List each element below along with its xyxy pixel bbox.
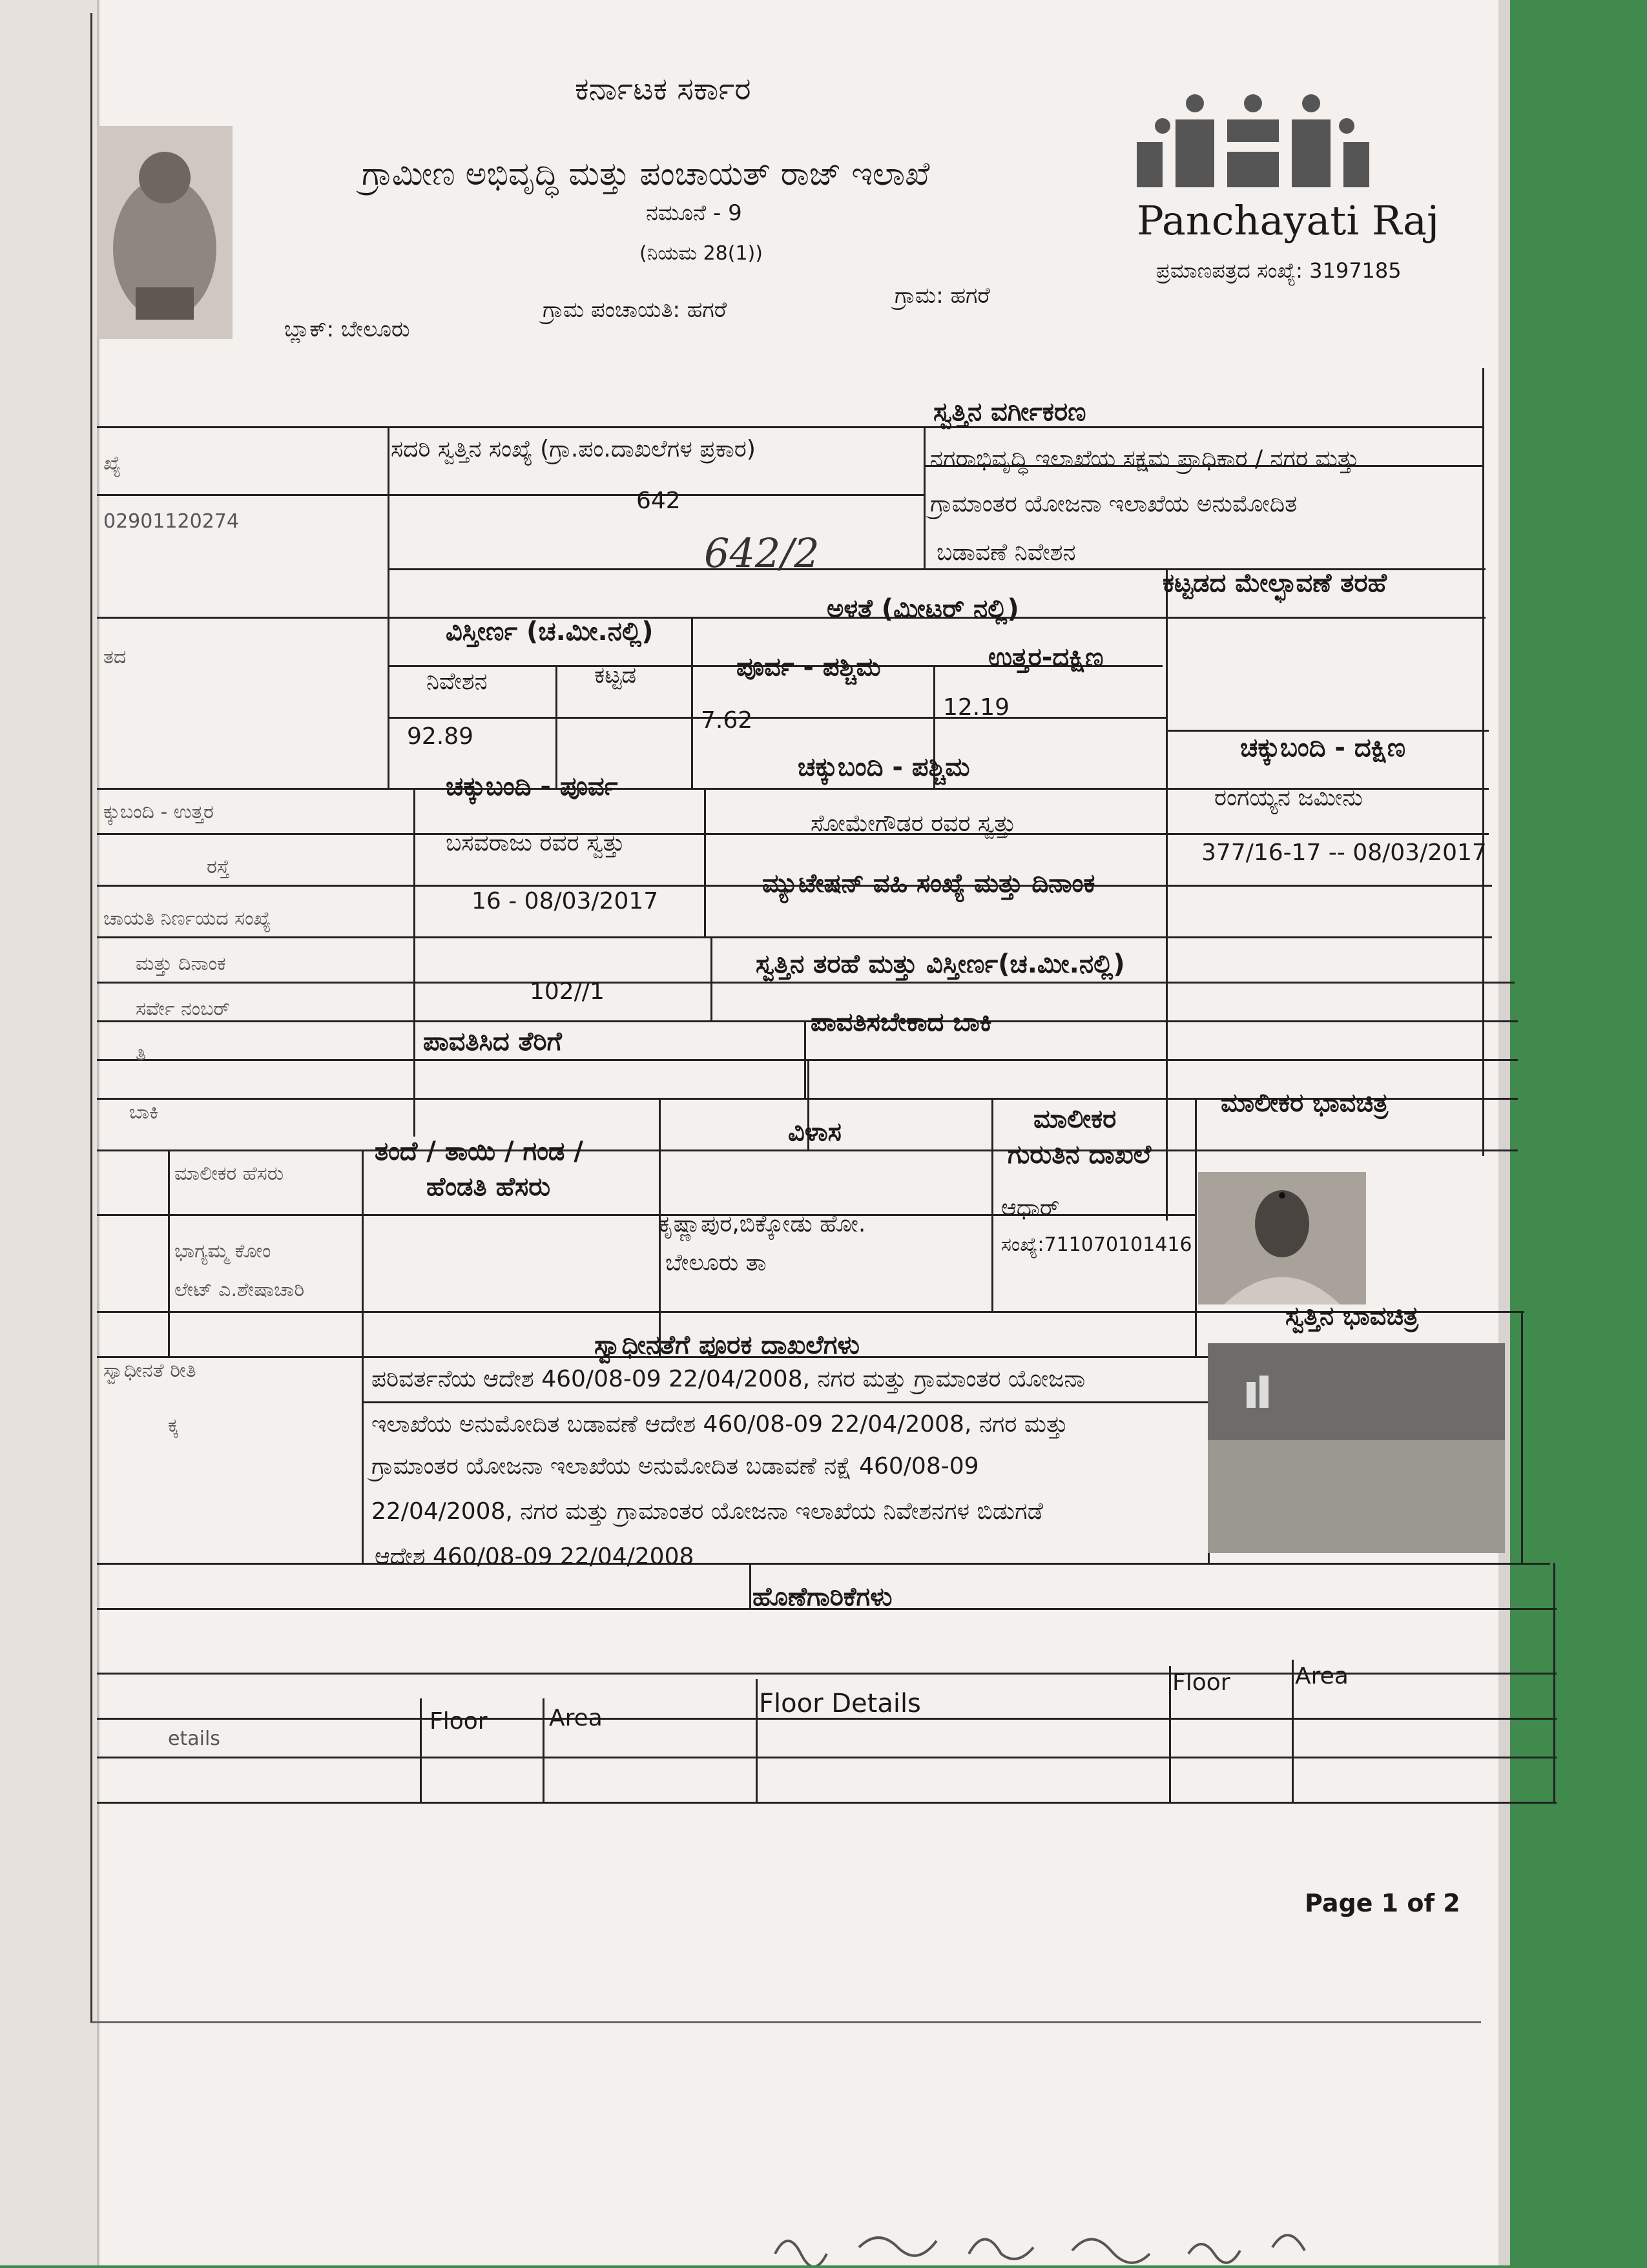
grid-line [1482,368,1484,1156]
grid-line [362,1356,364,1563]
site-area-value: 92.89 [407,723,474,750]
measurement-label: ಅಳತೆ (ಮೀಟರ್ ನಲ್ಲಿ) [827,594,1019,624]
classification-line-1: ನಗರಾಭಿವೃದ್ಧಿ ಇಲಾಖೆಯ ಸಕ್ಷಮ ಪ್ರಾಧಿಕಾರ / ನಗರ ಮತ್ತು [930,446,1360,472]
property-no-label: ಸದರಿ ಸ್ವತ್ತಿನ ಸಂಖ್ಯೆ (ಗ್ರಾ.ಪಂ.ದಾಖಲೆಗಳ ಪ್ರಕಾರ) [391,436,756,462]
grid-line [1166,568,1168,1221]
south-boundary-value: ರಂಗಯ್ಯನ ಜಮೀನು [1214,785,1363,811]
documents-line-1: ಪರಿವರ್ತನೆಯ ಆದೇಶ 460/08-09 22/04/2008, ನಗರ ಮತ್ತು ಗ್ರಾಮಾಂತರ ಯೋಜನಾ [371,1366,1086,1392]
owner-id-label-2: ಗುರುತಿನ ದಾಖಲೆ [1008,1140,1152,1170]
area-label: ವಿಸ್ತೀರ್ಣ (ಚ.ಮೀ.ನಲ್ಲಿ) [446,617,654,646]
village-name: ಗ್ರಾಮ: ಹಗರೆ [895,283,990,309]
floor-label-1: Floor [430,1708,488,1735]
property-id: 02901120274 [103,510,239,533]
grid-line [1195,1098,1197,1356]
address-label: ವಿಳಾಸ [788,1117,842,1147]
address-line-1: ಕೃಷ್ಣಾಪುರ,ಬಿಕ್ಕೋಡು ಹೋ. [659,1211,866,1237]
label-cut-3: ಬಾಕಿ [129,1101,159,1124]
address-line-2: ಬೇಲೂರು ತಾ [665,1250,767,1276]
supporting-documents-label: ಸ್ವಾಧೀನತೆಗೆ ಪೂರಕ ದಾಖಲೆಗಳು [594,1330,860,1360]
grid-line [756,1679,758,1802]
label-owner-name: ಮಾಲೀಕರ ಹೆಸರು [174,1162,284,1185]
page-frame [90,13,1481,2023]
grid-line [97,1020,1518,1022]
page-number: Page 1 of 2 [1305,1889,1460,1917]
tax-paid-label: ಪಾವತಿಸಿದ ತೆರಿಗೆ [423,1027,562,1057]
owner-id-label-1: ಮಾಲೀಕರ [1033,1104,1117,1134]
state-title: ಕರ್ನಾಟಕ ಸರ್ಕಾರ [575,71,751,107]
grid-line [97,936,1492,938]
roof-type-label: ಕಟ್ಟಡದ ಮೇಲ್ಛಾವಣೆ ತರಹೆ [1163,568,1387,598]
grid-line [97,982,1515,984]
parent-name-label-2: ಹೆಂಡತಿ ಹೆಸರು [426,1172,551,1202]
block-name: ಬ್ಲಾಕ್: ಬೇಲೂರು [284,316,410,342]
rule-number: (ನಿಯಮ 28(1)) [639,242,763,265]
north-south-label: ಉತ್ತರ-ದಕ್ಷಿಣ [988,643,1104,672]
grid-line [691,617,693,788]
aadhaar-number: ಸಂಖ್ಯೆ:711070101416 [1001,1233,1192,1256]
owner-photo-label: ಮಾಲೀಕರ ಭಾವಚಿತ್ರ [1221,1088,1389,1118]
department-title: ಗ್ರಾಮೀಣ ಅಭಿವೃದ್ಧಿ ಮತ್ತು ಪಂಚಾಯತ್ ರಾಜ್ ಇಲಾಖೆ [362,155,930,192]
grid-line [97,1802,1557,1804]
parent-name-label-1: ತಂದೆ / ತಾಯಿ / ಗಂಡ / [375,1137,583,1166]
grid-line [991,1098,993,1311]
grid-line [97,1757,1557,1758]
grid-line [804,1020,806,1098]
floor-details-label: Floor Details [759,1689,921,1718]
form-number: ನಮೂನೆ - 9 [646,200,742,226]
resolution-value: 16 - 08/03/2017 [471,888,659,914]
documents-line-2: ಇಲಾಖೆಯ ಅನುಮೋದಿತ ಬಡಾವಣೆ ಆದೇಶ 460/08-09 22/04/2008, ನಗರ ಮತ್ತು [371,1411,1068,1438]
east-boundary-label: ಚಕ್ಕುಬಂದಿ - ಪೂರ್ವ [446,772,618,801]
area-label-2: Area [1295,1663,1349,1689]
documents-line-4: 22/04/2008, ನಗರ ಮತ್ತು ಗ್ರಾಮಾಂತರ ಯೋಜನಾ ಇಲಾಖೆಯ ನಿವೇಶನಗಳ ಬಿಡುಗಡೆ [371,1498,1043,1525]
grid-line [1553,1563,1555,1802]
documents-line-3: ಗ್ರಾಮಾಂತರ ಯೋಜನಾ ಇಲಾಖೆಯ ಅನುಮೋದಿತ ಬಡಾವಣೆ ನಕ್ಷೆ 460/08-09 [371,1453,979,1479]
mutation-value: 377/16-17 -- 08/03/2017 [1201,840,1487,866]
mutation-label: ಮ್ಯುಟೇಷನ್ ವಹಿ ಸಂಖ್ಯೆ ಮತ್ತು ದಿನಾಂಕ [762,869,1095,898]
grid-line [97,617,1486,619]
grid-line [97,494,924,496]
handwritten-property-number: 642/2 [704,530,820,577]
east-west-label: ಪೂರ್ವ - ಪಶ್ಚಿಮ [736,652,881,682]
label-and-date: ಮತ್ತು ದಿನಾಂಕ [136,953,226,975]
south-boundary-label: ಚಕ್ಕುಬಂದಿ - ದಕ್ಷಿಣ [1240,733,1406,763]
label-resolution-no: ಚಾಯತಿ ನಿರ್ಣಯದ ಸಂಖ್ಯೆ [103,907,271,930]
grid-line [704,788,706,936]
panchayati-raj-logo [1124,90,1382,200]
label-chakkubandi-north: ಕ್ಕುಬಂದಿ - ಉತ್ತರ [103,801,214,823]
documents-line-5: ಆದೇಶ 460/08-09 22/04/2008 [375,1543,694,1570]
grid-line [362,1149,364,1356]
west-boundary-value: ಸೋಮೇಗೌಡರ ರವರ ಸ್ವತ್ತು [811,810,1017,837]
grid-line [420,1698,422,1802]
grid-line [168,1149,170,1356]
grid-line [1292,1660,1294,1802]
grid-line [97,833,1489,835]
logo-text: Panchayati Raj [1137,197,1440,244]
liabilities-label: ಹೊಣೆಗಾರಿಕೆಗಳು [752,1582,893,1612]
classification-label: ಸ್ವತ್ತಿನ ವರ್ಗೀಕರಣ [933,397,1086,427]
label-id-fragment: ಖ್ಯೆ [103,452,121,475]
grid-line [97,1563,1550,1565]
survey-number-value: 102//1 [530,978,605,1005]
site-label: ನಿವೇಶನ [426,668,488,695]
area-label-1: Area [549,1705,603,1731]
grid-line [388,717,1166,719]
label-details: etails [168,1727,220,1750]
grid-line [710,936,712,1020]
sheet-edge [1498,0,1510,2265]
property-type-area-label: ಸ್ವತ್ತಿನ ತರಹೆ ಮತ್ತು ವಿಸ್ತೀರ್ಣ(ಚ.ಮೀ.ನಲ್ಲಿ) [756,949,1125,979]
label-cut-1: ತದ [103,646,127,668]
property-photo-label: ಸ್ವತ್ತಿನ ಭಾವಚಿತ್ರ [1285,1301,1419,1331]
owner-photo [1198,1172,1366,1304]
owner-name-line1: ಭಾಗ್ಯಮ್ಮ ಕೋಂ [174,1240,271,1263]
label-survey-no: ಸರ್ವೇ ನಂಬರ್ [136,998,230,1020]
building-label: ಕಟ್ಟಡ [594,662,637,688]
aadhaar-label: ಆಧಾರ್ [1001,1195,1060,1221]
label-cut-2: ತಿ [136,1043,146,1066]
label-cut-4: ಕ್ಕ [168,1414,179,1437]
classification-line-2: ಗ್ರಾಮಾಂತರ ಯೋಜನಾ ಇಲಾಖೆಯ ಅನುಮೋದಿತ [930,491,1298,517]
certificate-number: ಪ್ರಮಾಣಪತ್ರದ ಸಂಖ್ಯೆ: 3197185 [1156,258,1402,283]
label-road: ರಸ್ತೆ [207,856,230,878]
grid-line [97,426,1482,428]
floor-label-2: Floor [1172,1669,1230,1696]
grid-line [1169,1666,1171,1802]
grid-line [362,1401,1208,1403]
east-boundary-value: ಬಸವರಾಜು ರವರ ಸ್ವತ್ತು [446,830,625,856]
property-number: 642 [636,488,681,514]
north-south-value: 12.19 [943,694,1010,721]
grid-line [924,426,926,568]
west-boundary-label: ಚಕ್ಕುಬಂದಿ - ಪಶ್ಚಿಮ [798,752,970,782]
grid-line [749,1563,751,1608]
underlying-page [0,0,99,2265]
tax-due-label: ಪಾವತಿಸಬೇಕಾದ ಬಾಕಿ [811,1007,992,1037]
grid-line [413,788,415,1137]
grid-line [97,1149,1518,1151]
classification-line-3: ಬಡಾವಣೆ ನಿವೇಶನ [937,539,1076,566]
karnataka-emblem-icon [97,126,233,339]
grid-line [555,665,557,788]
owner-name-line2: ಲೇಟ್ ಎ.ಶೇಷಾಚಾರಿ [174,1279,305,1301]
east-west-value: 7.62 [701,707,753,734]
grid-line [1166,730,1489,732]
grid-line [543,1698,544,1802]
property-photo [1208,1343,1505,1553]
gram-panchayat-name: ಗ್ರಾಮ ಪಂಚಾಯತಿ: ಹಗರೆ [543,297,727,323]
handwritten-scribbles [762,2202,1343,2265]
label-acquisition: ಸ್ವಾಧೀನತೆ ರೀತಿ [103,1359,196,1382]
grid-line [388,426,389,788]
grid-line [1521,1311,1523,1563]
